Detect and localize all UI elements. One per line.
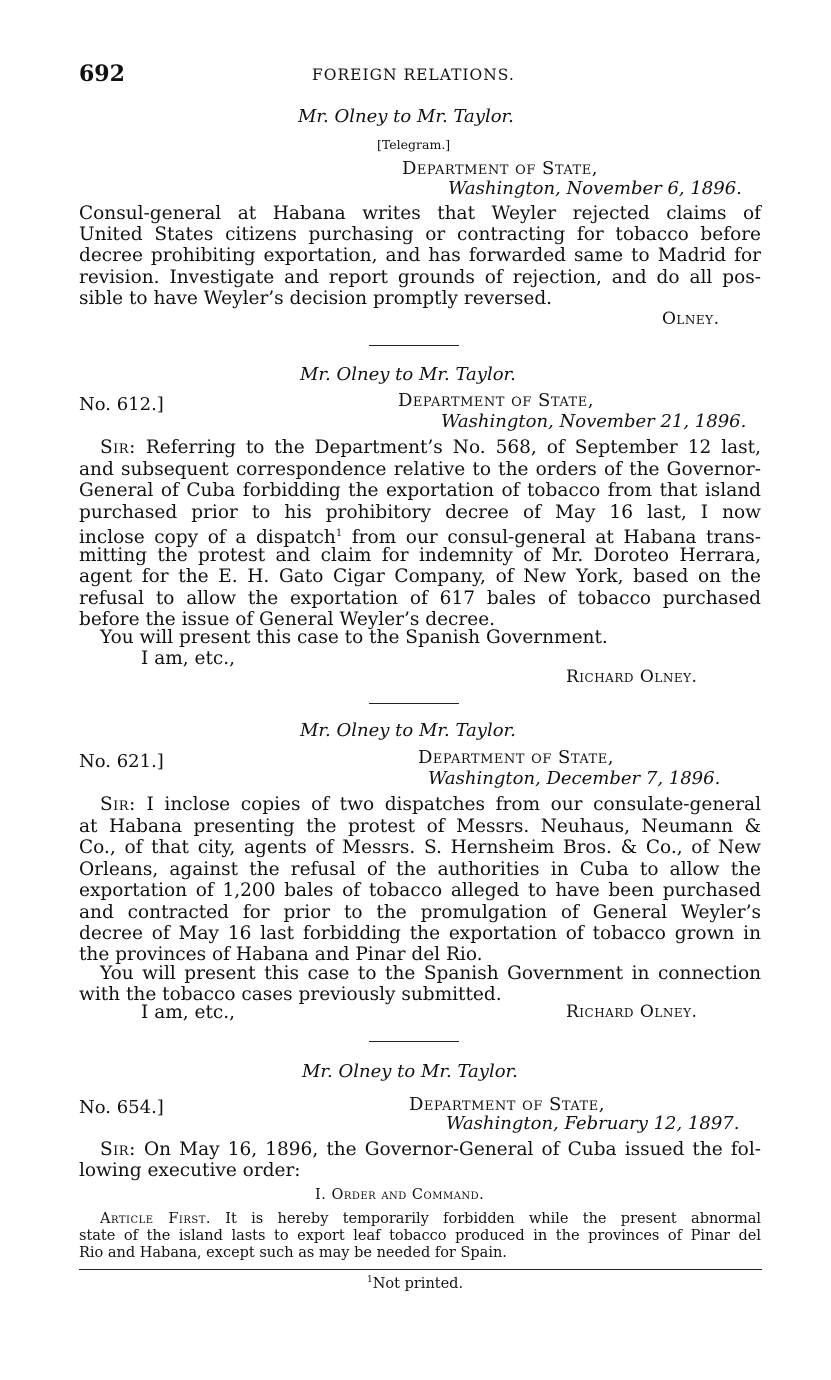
letter-2-line: refusal to allow the exportation of 617 bales of tobacco purchased (79, 588, 761, 609)
letter-3-place-date: Washington, December 7, 1896. (428, 768, 721, 789)
letter-1-line: Consul-general at Habana writes that Weyler rejected claims of (79, 203, 761, 224)
salutation: Sir: (100, 1139, 136, 1160)
letter-1-line: revision. Investigate and report grounds of rejection, and do all pos- (79, 267, 761, 288)
letter-2-closing-line: You will present this case to the Spanish Government. (100, 627, 608, 648)
letter-4-place-date: Washington, February 12, 1897. (446, 1113, 740, 1134)
letter-2-first-line (100, 437, 761, 459)
letter-2-line: and subsequent correspondence relative to the orders of the Governor- (79, 459, 761, 480)
letter-4-first-line (100, 1139, 761, 1161)
letter-3-closing-line: You will present this case to the Spanish Government in connection (100, 963, 761, 984)
article-line: It is hereby temporarily forbidden while the present abnormal (225, 1211, 762, 1227)
letter-2-line: purchased prior to his prohibitory decree of May 16 last, I now (79, 502, 761, 523)
letter-1-heading: Mr. Olney to Mr. Taylor. (298, 106, 514, 127)
letter-2-dept: Department of State, (398, 390, 594, 411)
letter-2-line: mitting the protest and claim for indemnity of Mr. Doroteo Herrara, (79, 545, 761, 566)
section-divider (369, 345, 459, 346)
letter-3-line: decree of May 16 last forbidding the exportation of tobacco grown in (79, 923, 761, 944)
letter-3-closing-line: with the tobacco cases previously submitted. (79, 984, 502, 1005)
order-heading: I. Order and Command. (315, 1187, 485, 1203)
article-first-line (100, 1211, 761, 1228)
letter-3-closing: I am, etc., (141, 1002, 236, 1023)
running-title: FOREIGN RELATIONS. (312, 66, 515, 84)
letter-3-signature: Richard Olney. (566, 1002, 698, 1022)
letter-4-line: lowing executive order: (79, 1160, 301, 1181)
page-number: 692 (79, 61, 125, 87)
article-line: Rio and Habana, except such as may be needed for Spain. (79, 1245, 507, 1261)
letter-3-heading: Mr. Olney to Mr. Taylor. (300, 720, 516, 741)
letter-2-line: General of Cuba forbidding the exportation of tobacco from that island (79, 480, 761, 501)
letter-1-line: sible to have Weyler’s decision promptly reversed. (79, 288, 553, 309)
footnote-marker: 1 (367, 1275, 373, 1285)
letter-1-signature: Olney. (662, 309, 720, 329)
letter-1-dept: Department of State, (402, 158, 598, 179)
article-label: Article First. (100, 1211, 211, 1227)
letter-3-line: I inclose copies of two dispatches from our consulate-general (146, 794, 761, 815)
letter-3-line: the provinces of Habana and Pinar del Rio. (79, 944, 483, 965)
section-divider (369, 703, 459, 704)
salutation: Sir: (100, 437, 136, 458)
letter-2-line: before the issue of General Weyler’s decree. (79, 609, 496, 630)
letter-1-line: decree prohibiting exportation, and has forwarded same to Madrid for (79, 245, 761, 266)
footnote-ref: 1 (335, 528, 343, 539)
letter-2-number: No. 612.] (79, 394, 164, 415)
letter-3-first-line (100, 794, 761, 816)
section-divider (369, 1041, 459, 1042)
letter-2-line-part: inclose copy of a dispatch (79, 527, 336, 549)
article-line: state of the island lasts to export leaf tobacco produced in the provinces of Pinar del (79, 1228, 761, 1244)
letter-3-number: No. 621.] (79, 751, 164, 772)
letter-4-line: On May 16, 1896, the Governor-General of Cuba issued the fol- (143, 1139, 761, 1160)
letter-2-closing: I am, etc., (141, 648, 236, 669)
letter-2-line: agent for the E. H. Gato Cigar Company, of New York, based on the (79, 566, 761, 587)
letter-3-line: Orleans, against the refusal of the authorities in Cuba to allow the (79, 859, 761, 880)
letter-3-line: exportation of 1,200 bales of tobacco alleged to have been purchased (79, 880, 761, 901)
letter-4-heading: Mr. Olney to Mr. Taylor. (302, 1061, 518, 1082)
footnote (367, 1275, 463, 1292)
letter-1-line: United States citizens purchasing or contracting for tobacco before (79, 224, 761, 245)
letter-1-place-date: Washington, November 6, 1896. (448, 178, 742, 199)
letter-3-line: at Habana presenting the protest of Messrs. Neuhaus, Neumann & (79, 816, 761, 837)
salutation: Sir: (100, 794, 136, 815)
letter-2-place-date: Washington, November 21, 1896. (441, 411, 747, 432)
footnote-rule (79, 1269, 762, 1270)
letter-2-line-part: from our consul-general at Habana trans- (351, 527, 762, 549)
letter-4-number: No. 654.] (79, 1097, 164, 1118)
letter-2-line: Referring to the Department’s No. 568, of September 12 last, (145, 437, 761, 458)
letter-3-dept: Department of State, (418, 747, 614, 768)
letter-1-note: [Telegram.] (377, 137, 451, 152)
letter-2-heading: Mr. Olney to Mr. Taylor. (300, 364, 516, 385)
letter-3-line: Co., of that city, agents of Messrs. S. Hernsheim Bros. & Co., of New (79, 837, 761, 858)
letter-4-dept: Department of State, (409, 1094, 605, 1115)
footnote-text: Not printed. (372, 1275, 464, 1292)
letter-2-signature: Richard Olney. (566, 667, 698, 687)
letter-3-line: and contracted for prior to the promulgation of General Weyler’s (79, 902, 761, 923)
